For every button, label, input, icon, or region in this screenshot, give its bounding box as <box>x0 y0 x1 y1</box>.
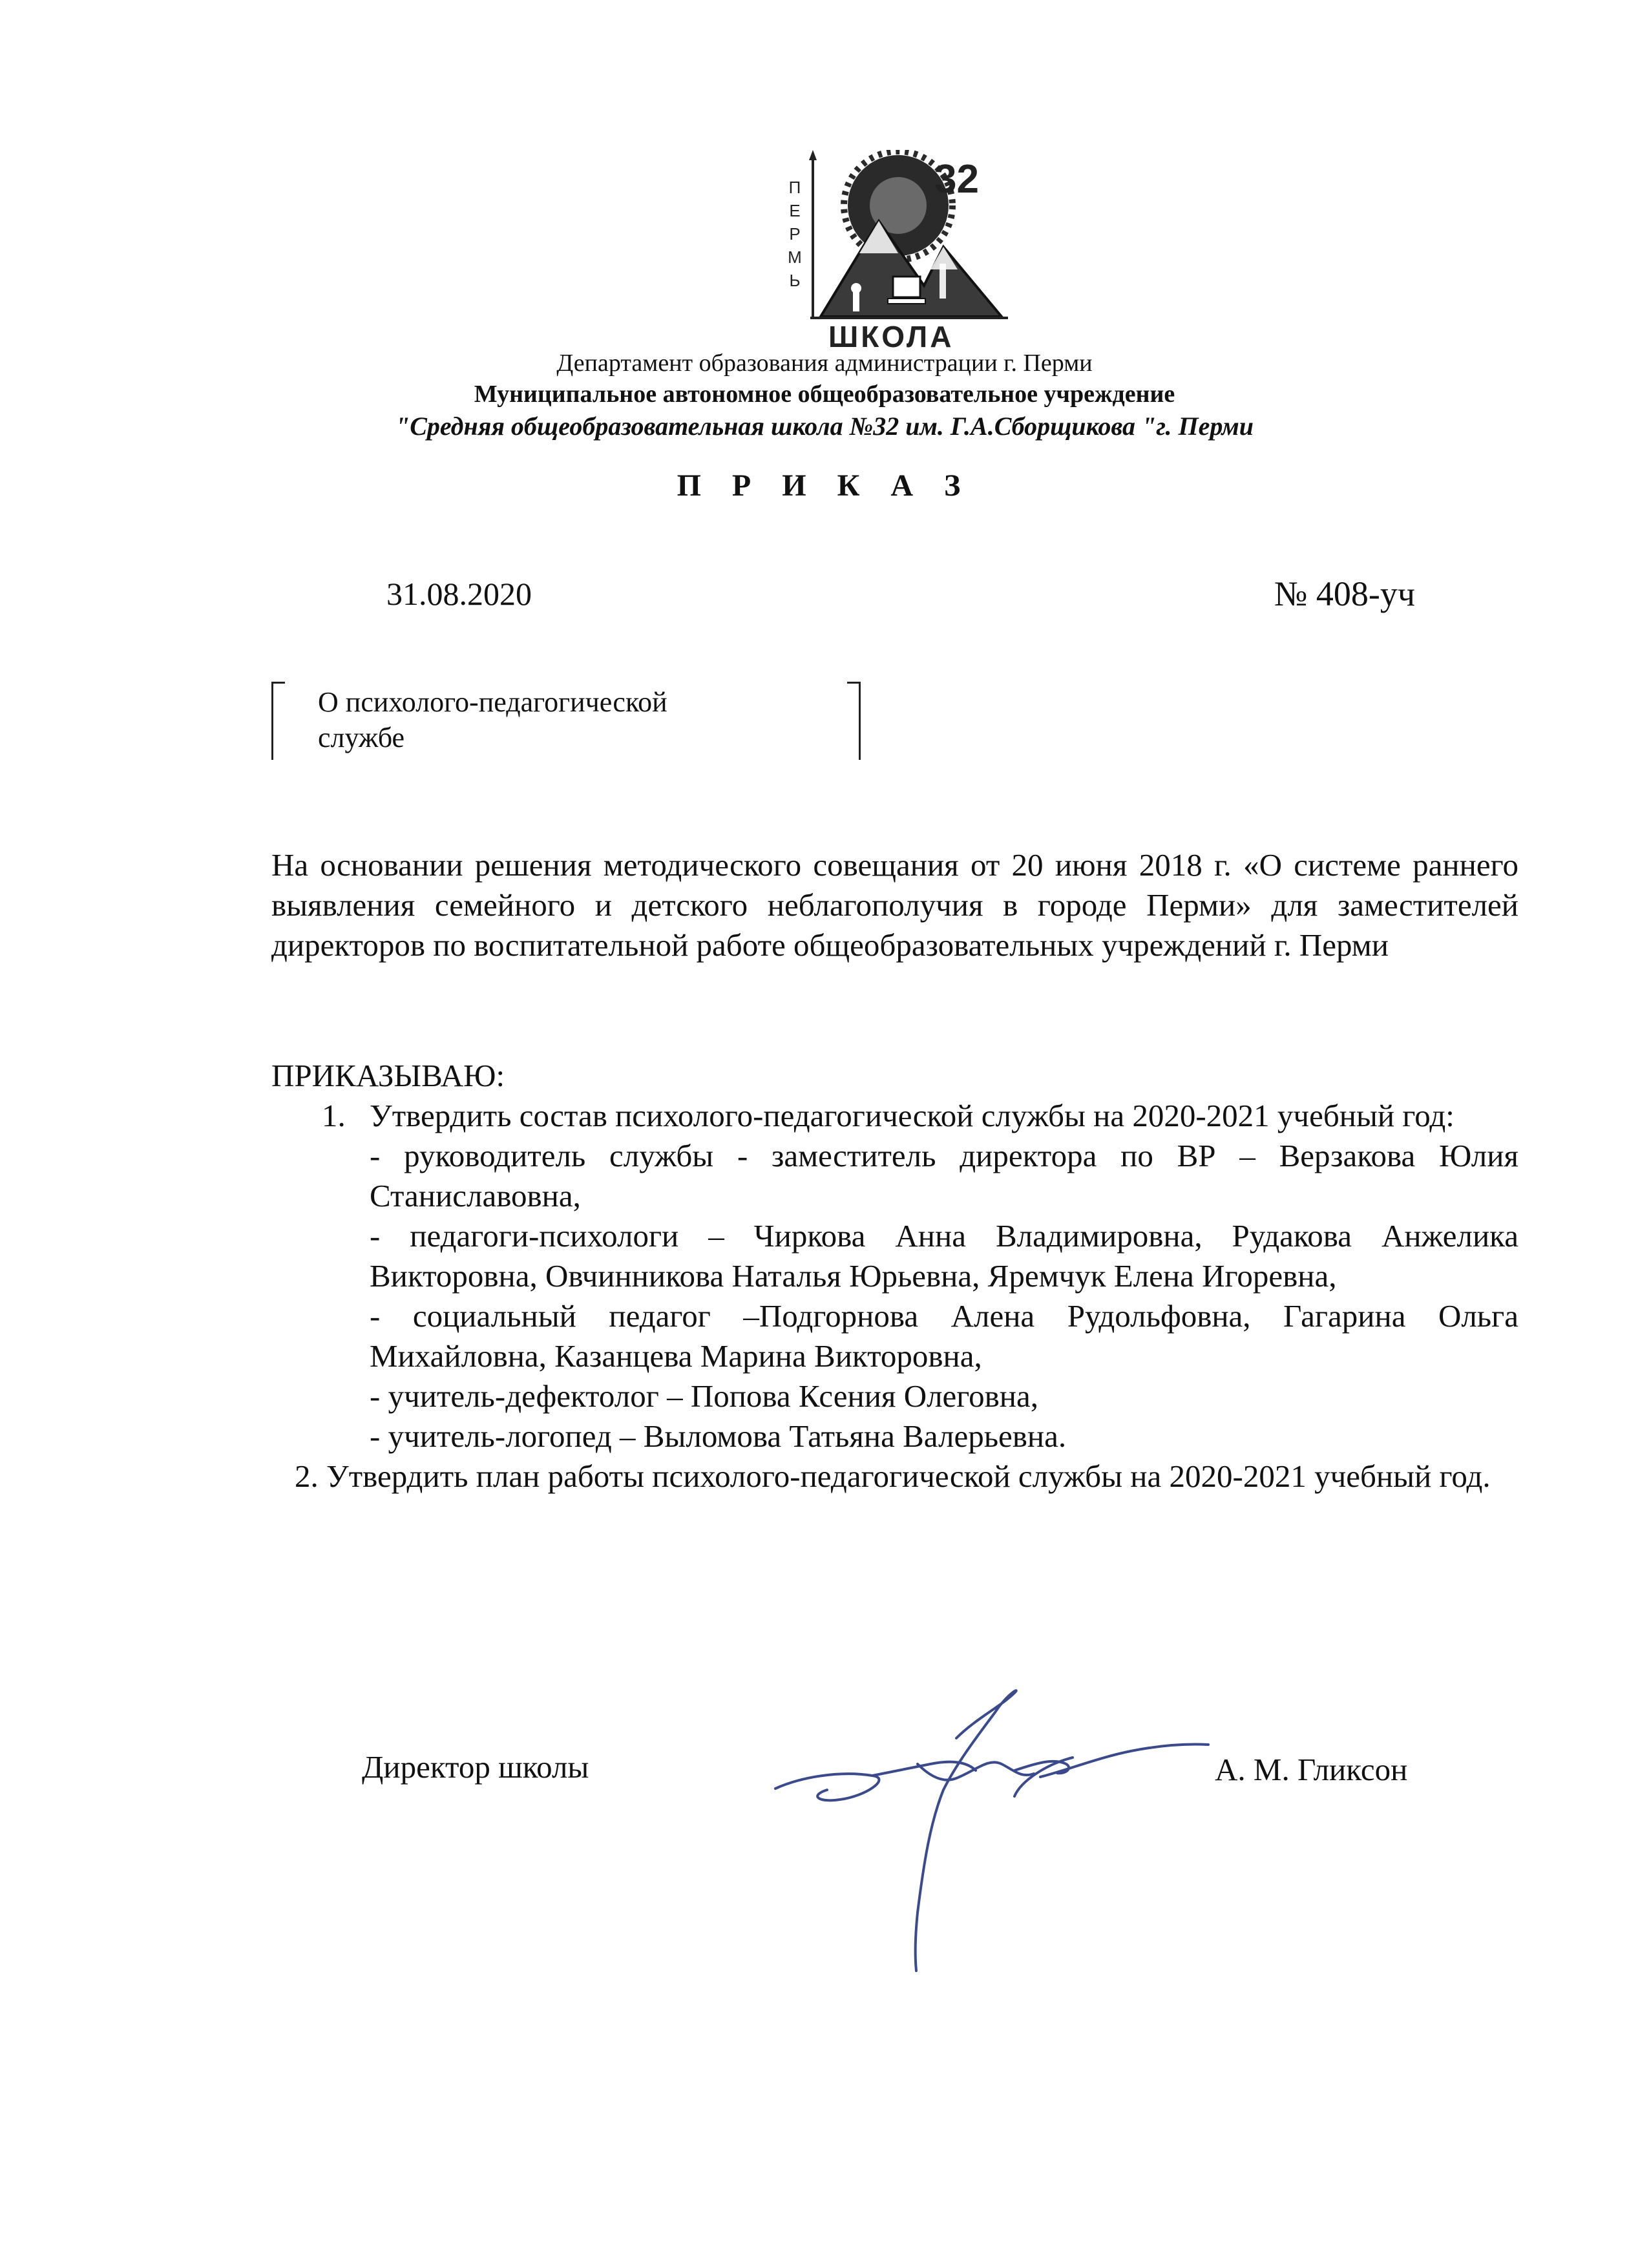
logo-letter: П <box>788 178 801 197</box>
school-name-line: "Средняя общеобразовательная школа №32 им. Г.А.Сборщикова "г. Перми <box>395 412 1254 441</box>
signatory-name: А. М. Гликсон <box>1215 1752 1408 1787</box>
staff-line: - педагоги-психологи – Чиркова Анна Владимировна, Рудакова Анжелика Викторовна, Овчинникова Наталья Юрьевна, Яремчук Елена Игоревна, <box>370 1218 1518 1294</box>
order-number: № 408-уч <box>1274 574 1415 613</box>
department-line: Департамент образования администрации г. Перми <box>556 350 1093 377</box>
logo-letter: Ь <box>789 271 801 290</box>
logo-letter: М <box>788 247 802 267</box>
subject-bracket-right <box>847 682 861 760</box>
order-items <box>271 1096 1518 1496</box>
subject-bracket-left <box>271 682 285 760</box>
logo-letter: Е <box>789 201 801 220</box>
subject-line: О психолого-педагогической <box>318 686 667 718</box>
order-item-1 <box>271 1096 1518 1136</box>
logo-school-word: ШКОЛА <box>828 320 954 353</box>
institution-line: Муниципальное автономное общеобразовательное учреждение <box>474 381 1175 408</box>
staff-line: - социальный педагог –Подгорнова Алена Рудольфовна, Гагарина Ольга Михайловна, Казанцева Марина Викторовна, <box>370 1298 1518 1374</box>
item-number: 1. <box>322 1098 346 1133</box>
school-logo <box>782 150 1014 355</box>
staff-line: - учитель-логопед – Выломова Татьяна Валерьевна. <box>370 1418 1067 1454</box>
handwritten-signature <box>762 1667 1215 1977</box>
document-title: П Р И К А З <box>677 468 972 503</box>
logo-number: 32 <box>934 157 979 202</box>
item-text: Утвердить состав психолого-педагогической службы на 2020-2021 учебный год: <box>370 1098 1455 1133</box>
subject-block <box>271 682 861 759</box>
staff-line: - руководитель службы - заместитель директора по ВР – Верзакова Юлия Станиславовна, <box>370 1138 1518 1213</box>
logo-letter: Р <box>789 224 801 244</box>
logo-vertical-letters <box>787 176 803 292</box>
basis-paragraph: На основании решения методического совещания от 20 июня 2018 г. «О системе раннего выявления семейного и детского неблагополучия в городе Перми» для заместителей директоров по воспитательной работе общеобразовательных учреждений г. Перми <box>271 847 1518 963</box>
subject-text <box>318 684 667 755</box>
order-date: 31.08.2020 <box>386 576 532 612</box>
staff-line: - учитель-дефектолог – Попова Ксения Олеговна, <box>370 1378 1039 1414</box>
order-item-2: 2. Утвердить план работы психолого-педагогической службы на 2020-2021 учебный год. <box>295 1458 1491 1494</box>
signature-strokes <box>762 1667 1215 1977</box>
subject-line: службе <box>318 722 405 753</box>
signatory-title: Директор школы <box>362 1749 589 1785</box>
order-word: ПРИКАЗЫВАЮ: <box>271 1058 505 1093</box>
